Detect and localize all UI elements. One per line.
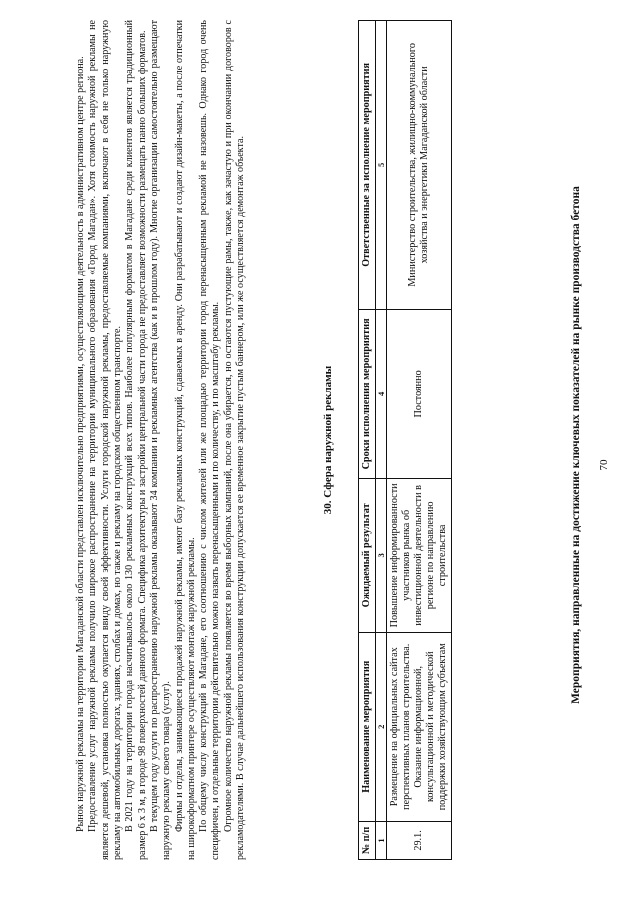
measures-table <box>358 20 452 860</box>
row-deadline: Постоянно <box>387 309 452 478</box>
row-name: Размещение на официальных сайтах перспективных планов строительства. Оказание информационной, консультационной и методической поддержки хозяйствующим субъектам <box>387 632 452 821</box>
paragraph: Фирмы и отделы, занимающиеся продажей наружной рекламы, имеют базу рекламных конструкций, сдаваемых в аренду. Они разрабатывают и создают дизайн-макеты, а после отпечатки на широкоформатном принтере осуществляют монтаж наружной рекламы. <box>173 20 197 860</box>
paragraph: Огромное количество наружной рекламы появляется во время выборных кампаний, после она убирается, но остаются пустующие рамы, также, как зачастую и при окончании договоров с рекламодателями. В случае дальнейшего использования конструкции допускается ее временное закрытие пустым баннером, или же осуществляется демонтаж объекта. <box>222 20 247 860</box>
table-row <box>387 21 452 860</box>
table-caption: Мероприятия, направленные на достижение ключевых показателей на рынке производства бетона <box>570 186 582 704</box>
col-number: 2 <box>376 632 387 821</box>
paragraph: По общему числу конструкций в Магадане, его соотношению с числом жителей или же площадью территории город перенасыщенным рекламой не назовешь. Однако город очень специфичен, и отдельные территории действительно можно назвать перенасыщенными и по количеству, и по масштабу рекламы. <box>198 20 222 860</box>
paragraph: В 2021 году на территории города насчитывалось около 130 рекламных конструкций всех типов. Наиболее популярным форматом в Магадане среди клиентов является традиционный размер 6 х 3 м, в городе 98 поверхностей данного формата. Специфика архитектуры и застройки центральной части города не предоставляет возможности размещать панно больших форматов. <box>124 20 148 860</box>
body-text <box>75 20 247 860</box>
section-title: 30. Сфера наружной рекламы <box>322 365 334 515</box>
column-number-row <box>376 21 387 860</box>
header-responsible: Ответственные за исполнение мероприятия <box>359 21 376 310</box>
col-number: 5 <box>376 21 387 310</box>
page-number: 70 <box>598 459 610 471</box>
header-num: № п/п <box>359 821 376 859</box>
header-result: Ожидаемый результат <box>359 479 376 633</box>
col-number: 1 <box>376 821 387 859</box>
paragraph: Рынок наружной рекламы на территории Магаданской области представлен исключительно предприятиями, осуществляющими деятельность в административном центре региона. <box>75 56 86 832</box>
paragraph: Предоставление услуг наружной рекламы получило широкое распространение на территории муниципального образования «Город Магадан». Хотя стоимость наружной рекламы не является дешевой, установка полностью окупается ввиду своей эффективности. Услуги городской наружной рекламы, предоставляемые компаниями, включают в себя не только наружную рекламу на автомобильных дорогах, зданиях, столбах и домах, но также и рекламу на городском общественном транспорте. <box>87 20 123 860</box>
header-name: Наименование мероприятия <box>359 632 376 821</box>
row-num: 29.1. <box>387 821 452 859</box>
header-deadline: Сроки исполнения мероприятия <box>359 309 376 478</box>
paragraph: В текущем году услуги по распространению наружной рекламы оказывают 34 компании и рекламных агентства (как и в прошлом году). Многие организации самостоятельно размещают наружную рекламу своего товара (услуг). <box>148 20 173 860</box>
table-header-row <box>359 21 376 860</box>
row-result: Повышение информированности участников рынка об инвестиционной деятельности в регионе по направлению строительства <box>387 479 452 633</box>
col-number: 4 <box>376 309 387 478</box>
col-number: 3 <box>376 479 387 633</box>
row-responsible: Министерство строительства, жилищно-коммунального хозяйства и энергетики Магаданской области <box>387 21 452 310</box>
